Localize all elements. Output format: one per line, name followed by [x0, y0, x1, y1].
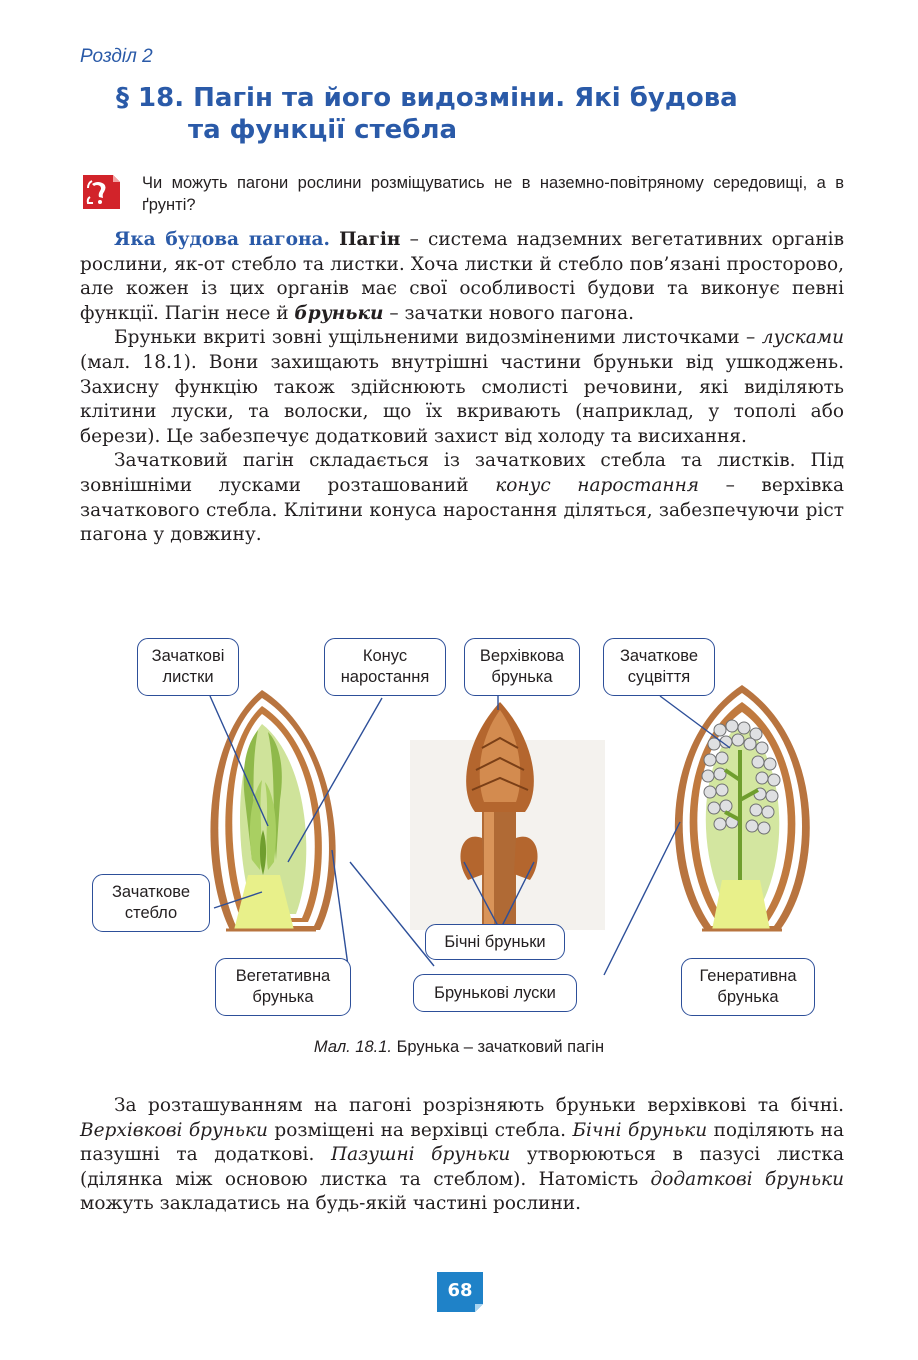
- label-embryonic-stem: Зачаткове стебло: [92, 874, 210, 932]
- para4-text-2: розміщені на верхівці стебла.: [267, 1119, 573, 1141]
- para3-text: Зачатковий пагін складається із зачаткових стебла та листків. Під зовнішніми лусками розташований: [80, 450, 844, 496]
- heading-line-2: та функції стебла: [188, 115, 458, 145]
- caption-number: Мал. 18.1.: [313, 1038, 392, 1056]
- body-text-top: [80, 228, 844, 548]
- figure-18-1: [80, 630, 844, 1025]
- term-axillary-buds: Пазушні бруньки: [330, 1144, 511, 1166]
- para2-text: Бруньки вкриті зовні ущільненими видозміненими листочками –: [114, 327, 762, 349]
- label-growth-cone: Конус наростання: [324, 638, 446, 696]
- paragraph-2: [80, 326, 844, 449]
- label-lateral-buds: Бічні бруньки: [425, 924, 565, 960]
- term-konus: конус наростання: [495, 474, 700, 496]
- term-lusky: лусками: [761, 327, 844, 349]
- term-brunky: бруньки: [294, 302, 384, 324]
- paragraph-1: [80, 228, 844, 326]
- para1-text: – система надземних вегетативних органів рослини, як-от стебло та листки. Хоча листки й стебло пов’язані просторово, але кожен із цих органів має свої особливості будови та виконує певні функції. Пагін несе й: [80, 229, 844, 324]
- paragraph-3: [80, 449, 844, 547]
- term-apical-buds: Верхівкові бруньки: [80, 1119, 268, 1141]
- para4-text-4: утворюються в пазусі листка (ділянка між основою листка та стеблом). Натомість: [80, 1144, 844, 1190]
- label-vegetative-bud: Вегетативна брунька: [215, 958, 351, 1016]
- para4-text-3: поділяють на пазушні та додаткові.: [80, 1119, 845, 1166]
- caption-text: Брунька – зачатковий пагін: [392, 1038, 605, 1056]
- body-text-bottom: [80, 1094, 844, 1217]
- heading-line-1: § 18. Пагін та його видозміни. Які будова: [116, 83, 738, 113]
- lead-heading: Яка будова пагона.: [114, 229, 330, 250]
- chapter-label: Розділ 2: [80, 46, 153, 67]
- term-adventitious-buds: додаткові бруньки: [650, 1168, 845, 1190]
- section-heading: [116, 82, 816, 146]
- paragraph-4: [80, 1094, 844, 1217]
- label-generative-bud: Генеративна брунька: [681, 958, 815, 1016]
- question-icon: [80, 172, 122, 212]
- para2-end: (мал. 18.1). Вони захищають внутрішні частини бруньки від ушкоджень. Захисну функцію також здійснюють смолисті речовини, які виділяють клітини луски, та волоски, що їх вкривають (наприклад, у тополі або берези). Це забезпечує додатковий захист від холоду та висихання.: [80, 351, 844, 447]
- label-embryonic-inflorescence: Зачаткове суцвіття: [603, 638, 715, 696]
- para4-text-1: За розташуванням на пагоні розрізняють бруньки верхівкові та бічні.: [114, 1095, 844, 1116]
- term-pahin: Пагін: [339, 229, 401, 250]
- label-apical-bud: Верхівкова брунька: [464, 638, 580, 696]
- term-lateral-buds: Бічні бруньки: [572, 1119, 708, 1141]
- label-bud-scales: Брунькові луски: [413, 974, 577, 1012]
- question-text: Чи можуть пагони рослини розміщуватись не в наземно-повітряному середовищі, а в ґрунті?: [142, 174, 844, 214]
- page-number-badge: [434, 1270, 486, 1314]
- label-embryonic-leaves: Зачаткові листки: [137, 638, 239, 696]
- page-number: 68: [447, 1280, 473, 1301]
- vegetative-bud-drawing: [210, 690, 335, 930]
- para1-end: – зачатки нового пагона.: [383, 302, 635, 324]
- figure-caption: [0, 1038, 918, 1057]
- para3-end: – верхівка зачаткового стебла. Клітини конуса наростання діляться, забезпечуючи ріст пагона у довжину.: [80, 474, 844, 546]
- para4-text-5: можуть закладатись на будь-якій частині рослини.: [80, 1193, 581, 1215]
